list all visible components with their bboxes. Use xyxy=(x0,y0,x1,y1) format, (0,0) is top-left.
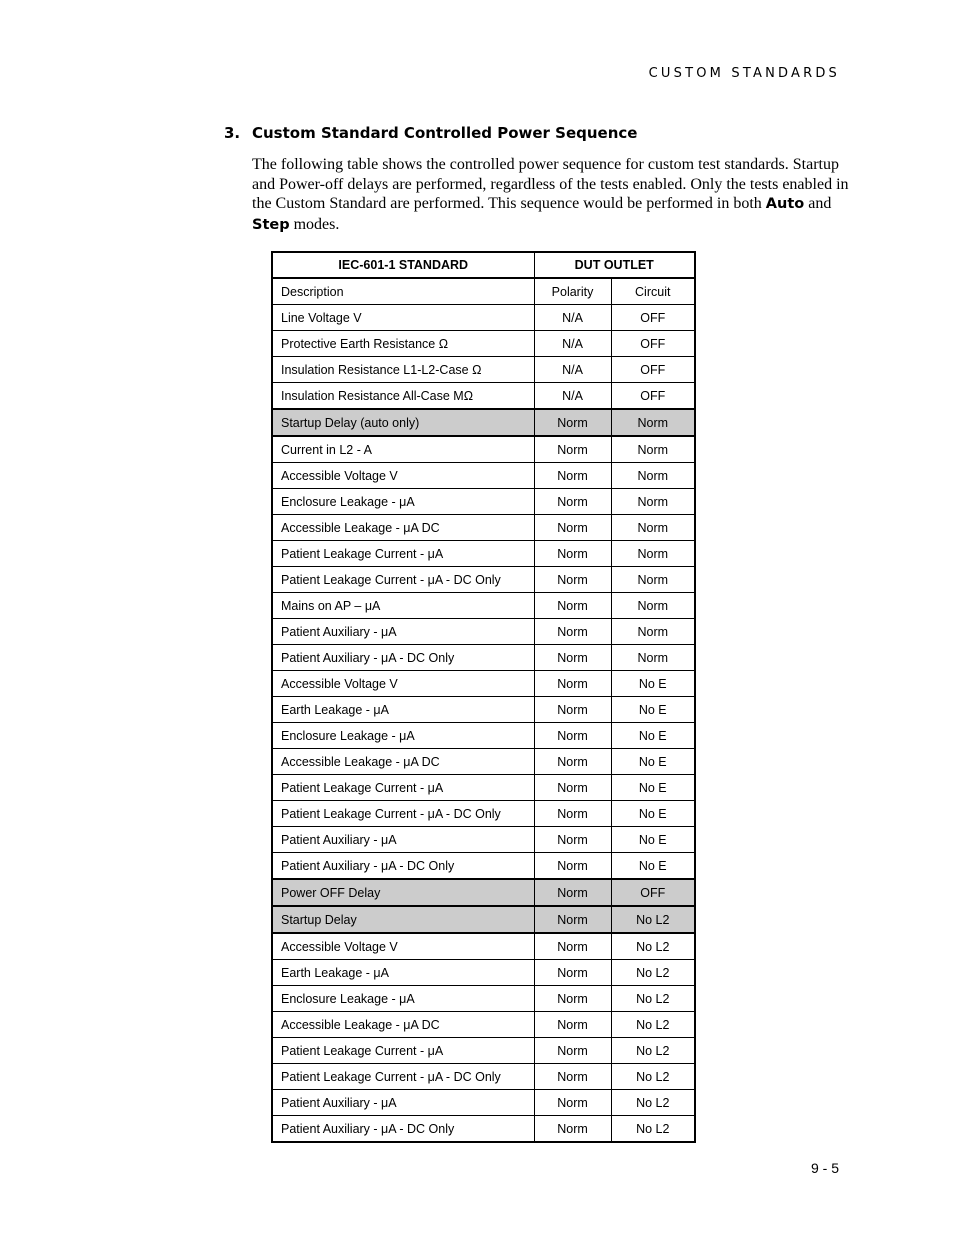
row-polarity: Norm xyxy=(534,541,611,567)
row-polarity: Norm xyxy=(534,853,611,880)
row-circuit: No L2 xyxy=(611,1064,695,1090)
row-description: Enclosure Leakage - μA xyxy=(272,986,534,1012)
table-row xyxy=(272,671,695,697)
row-description: Protective Earth Resistance Ω xyxy=(272,331,534,357)
table-row xyxy=(272,827,695,853)
row-description: Power OFF Delay xyxy=(272,879,534,906)
row-polarity: Norm xyxy=(534,1090,611,1116)
table-row xyxy=(272,1012,695,1038)
row-polarity: Norm xyxy=(534,906,611,933)
row-description: Enclosure Leakage - μA xyxy=(272,723,534,749)
row-description: Startup Delay xyxy=(272,906,534,933)
row-polarity: Norm xyxy=(534,749,611,775)
row-polarity: Norm xyxy=(534,827,611,853)
table-row xyxy=(272,645,695,671)
row-description: Patient Leakage Current - μA - DC Only xyxy=(272,801,534,827)
row-description: Patient Auxiliary - μA - DC Only xyxy=(272,645,534,671)
row-circuit: OFF xyxy=(611,383,695,410)
table-row xyxy=(272,906,695,933)
table-row xyxy=(272,723,695,749)
row-circuit: No L2 xyxy=(611,960,695,986)
row-circuit: No E xyxy=(611,671,695,697)
row-circuit: Norm xyxy=(611,567,695,593)
row-polarity: Norm xyxy=(534,723,611,749)
table-row xyxy=(272,853,695,880)
row-polarity: Norm xyxy=(534,960,611,986)
table-row xyxy=(272,775,695,801)
row-circuit: No L2 xyxy=(611,933,695,960)
row-polarity: Norm xyxy=(534,775,611,801)
running-header: CUSTOM STANDARDS xyxy=(648,66,840,81)
row-description: Patient Leakage Current - μA - DC Only xyxy=(272,1064,534,1090)
row-circuit: Norm xyxy=(611,436,695,463)
row-circuit: Norm xyxy=(611,463,695,489)
row-polarity: Norm xyxy=(534,619,611,645)
row-description: Accessible Voltage V xyxy=(272,933,534,960)
row-polarity: Norm xyxy=(534,436,611,463)
table-row xyxy=(272,489,695,515)
row-description: Accessible Voltage V xyxy=(272,463,534,489)
table-row xyxy=(272,331,695,357)
row-description: Current in L2 - A xyxy=(272,436,534,463)
table-row xyxy=(272,1116,695,1143)
row-circuit: Norm xyxy=(611,645,695,671)
column-header-row xyxy=(272,278,695,305)
row-polarity: Norm xyxy=(534,933,611,960)
row-polarity: N/A xyxy=(534,331,611,357)
intro-text: The following table shows the controlled power sequence for custom test standards. Startup and Power-off delays are performed, regardless of the tests enabled. Only the tests enabled in the Custom Standard are performed. This sequence would be performed in both xyxy=(252,156,849,213)
mode-step: Step xyxy=(252,216,290,233)
row-description: Startup Delay (auto only) xyxy=(272,409,534,436)
row-polarity: Norm xyxy=(534,463,611,489)
section-number: 3. xyxy=(224,124,241,142)
row-circuit: OFF xyxy=(611,305,695,331)
row-circuit: No L2 xyxy=(611,1090,695,1116)
row-circuit: OFF xyxy=(611,331,695,357)
row-description: Patient Leakage Current - μA - DC Only xyxy=(272,567,534,593)
row-description: Earth Leakage - μA xyxy=(272,697,534,723)
row-description: Patient Leakage Current - μA xyxy=(272,541,534,567)
col-circuit: Circuit xyxy=(611,278,695,305)
row-description: Patient Leakage Current - μA xyxy=(272,1038,534,1064)
table-row xyxy=(272,383,695,410)
table-header-row xyxy=(272,252,695,278)
row-description: Accessible Leakage - μA DC xyxy=(272,749,534,775)
and-word: and xyxy=(804,195,832,213)
row-polarity: N/A xyxy=(534,383,611,410)
row-description: Accessible Leakage - μA DC xyxy=(272,515,534,541)
row-circuit: OFF xyxy=(611,357,695,383)
row-polarity: N/A xyxy=(534,305,611,331)
row-description: Patient Auxiliary - μA - DC Only xyxy=(272,853,534,880)
row-circuit: No E xyxy=(611,697,695,723)
intro-end: modes. xyxy=(289,215,340,233)
row-polarity: Norm xyxy=(534,671,611,697)
row-circuit: No L2 xyxy=(611,1012,695,1038)
row-polarity: Norm xyxy=(534,567,611,593)
row-description: Line Voltage V xyxy=(272,305,534,331)
table-row xyxy=(272,567,695,593)
row-description: Patient Auxiliary - μA - DC Only xyxy=(272,1116,534,1143)
col-polarity: Polarity xyxy=(534,278,611,305)
row-polarity: Norm xyxy=(534,645,611,671)
row-polarity: Norm xyxy=(534,1038,611,1064)
row-polarity: Norm xyxy=(534,879,611,906)
row-circuit: Norm xyxy=(611,541,695,567)
row-circuit: No E xyxy=(611,853,695,880)
row-description: Accessible Voltage V xyxy=(272,671,534,697)
row-circuit: No E xyxy=(611,801,695,827)
intro-paragraph xyxy=(252,155,852,235)
row-circuit: Norm xyxy=(611,515,695,541)
mode-auto: Auto xyxy=(765,196,805,213)
table-row xyxy=(272,619,695,645)
row-polarity: Norm xyxy=(534,515,611,541)
row-circuit: Norm xyxy=(611,619,695,645)
table-row xyxy=(272,1090,695,1116)
header-dut-outlet: DUT OUTLET xyxy=(534,252,695,278)
table-row xyxy=(272,986,695,1012)
row-circuit: No L2 xyxy=(611,1116,695,1143)
row-polarity: Norm xyxy=(534,986,611,1012)
table-row xyxy=(272,960,695,986)
row-description: Patient Leakage Current - μA xyxy=(272,775,534,801)
table-row xyxy=(272,1064,695,1090)
row-polarity: Norm xyxy=(534,593,611,619)
row-circuit: No L2 xyxy=(611,906,695,933)
row-circuit: No E xyxy=(611,827,695,853)
row-description: Accessible Leakage - μA DC xyxy=(272,1012,534,1038)
row-circuit: No E xyxy=(611,723,695,749)
table-row xyxy=(272,515,695,541)
row-polarity: Norm xyxy=(534,1012,611,1038)
table-row xyxy=(272,1038,695,1064)
row-circuit: No L2 xyxy=(611,986,695,1012)
table-row xyxy=(272,879,695,906)
row-circuit: OFF xyxy=(611,879,695,906)
table-row xyxy=(272,463,695,489)
row-polarity: N/A xyxy=(534,357,611,383)
table-row xyxy=(272,749,695,775)
table-row xyxy=(272,593,695,619)
table-row xyxy=(272,436,695,463)
row-description: Patient Auxiliary - μA xyxy=(272,1090,534,1116)
row-polarity: Norm xyxy=(534,409,611,436)
table-row xyxy=(272,933,695,960)
row-polarity: Norm xyxy=(534,1064,611,1090)
row-polarity: Norm xyxy=(534,489,611,515)
row-description: Earth Leakage - μA xyxy=(272,960,534,986)
row-description: Insulation Resistance L1-L2-Case Ω xyxy=(272,357,534,383)
row-description: Insulation Resistance All-Case MΩ xyxy=(272,383,534,410)
row-circuit: No L2 xyxy=(611,1038,695,1064)
row-circuit: No E xyxy=(611,749,695,775)
table-row xyxy=(272,305,695,331)
row-circuit: Norm xyxy=(611,409,695,436)
page-number: 9 - 5 xyxy=(810,1160,839,1176)
section-title: Custom Standard Controlled Power Sequence xyxy=(252,124,638,142)
row-description: Enclosure Leakage - μA xyxy=(272,489,534,515)
row-polarity: Norm xyxy=(534,801,611,827)
power-sequence-table xyxy=(271,251,696,1143)
table-row xyxy=(272,801,695,827)
table-row xyxy=(272,357,695,383)
table-row xyxy=(272,697,695,723)
section-heading xyxy=(224,124,637,142)
table-row xyxy=(272,541,695,567)
row-circuit: No E xyxy=(611,775,695,801)
row-circuit: Norm xyxy=(611,489,695,515)
header-standard: IEC-601-1 STANDARD xyxy=(272,252,534,278)
row-polarity: Norm xyxy=(534,697,611,723)
row-polarity: Norm xyxy=(534,1116,611,1143)
row-circuit: Norm xyxy=(611,593,695,619)
col-description: Description xyxy=(272,278,534,305)
row-description: Patient Auxiliary - μA xyxy=(272,619,534,645)
row-description: Mains on AP – μA xyxy=(272,593,534,619)
table-row xyxy=(272,409,695,436)
row-description: Patient Auxiliary - μA xyxy=(272,827,534,853)
